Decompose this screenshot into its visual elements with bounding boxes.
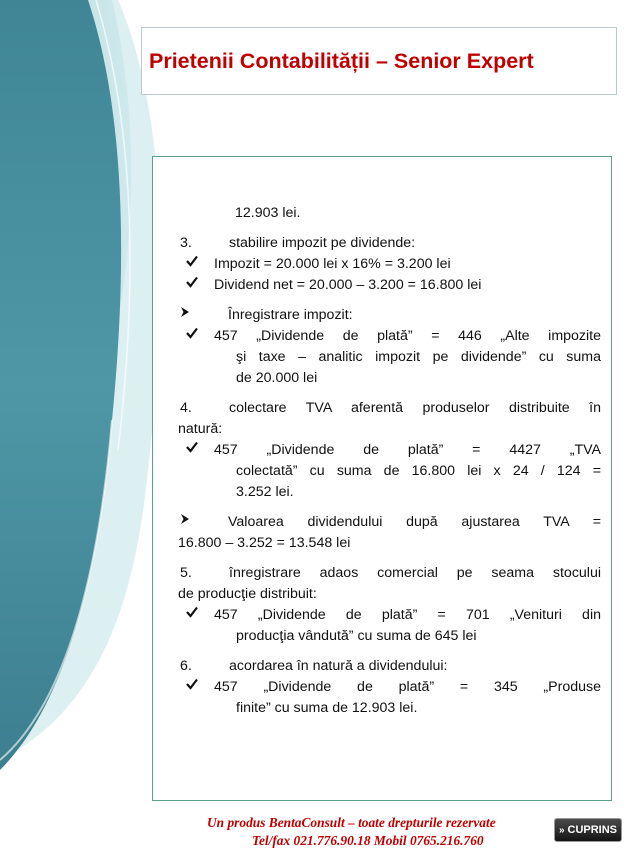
step-6: [178, 656, 601, 677]
dividend-adjustment-continuation: 16.800 – 3.252 = 13.548 lei: [178, 535, 351, 551]
title-box: [141, 27, 617, 95]
step-text: înregistrare adaos comercial pe seama stocului: [229, 565, 601, 581]
arrow-bullet-icon: [178, 512, 228, 533]
dividend-adjustment: Valoarea dividendului după ajustarea TVA =: [178, 512, 601, 533]
intro-continuation: 12.903 lei.: [235, 205, 301, 221]
list-item-continuation: şi taxe – analitic impozit pe dividende” cu suma: [236, 349, 601, 365]
step-5: [178, 563, 601, 584]
list-item: 457 „Dividende de plată” = 345 „Produse: [178, 677, 601, 698]
content-body: [178, 203, 601, 719]
step-number: 6.: [180, 658, 192, 674]
double-chevron-right-icon: »: [558, 824, 565, 836]
list-item-continuation: finite” cu suma de 12.903 lei.: [236, 700, 418, 716]
step-text: colectare TVA aferentă produselor distribuite în: [229, 400, 601, 416]
step-4: [178, 398, 601, 419]
checkmark-icon: [185, 254, 212, 275]
step-text: acordarea în natură a dividendului:: [229, 658, 448, 674]
list-item: Dividend net = 20.000 – 3.200 = 16.800 lei: [178, 275, 601, 296]
list-item-continuation: de 20.000 lei: [236, 370, 318, 386]
step-number: 3.: [180, 235, 192, 251]
list-item-continuation: producţia vândută” cu suma de 645 lei: [236, 628, 477, 644]
checkmark-icon: [185, 326, 212, 347]
list-item: 457 „Dividende de plată” = 701 „Venituri din: [178, 605, 601, 626]
checkmark-icon: [185, 605, 212, 626]
checkmark-icon: [185, 677, 212, 698]
list-item: 457 „Dividende de plată” = 446 „Alte impozite: [178, 326, 601, 347]
step-number: 4.: [180, 400, 192, 416]
page-title: Prietenii Contabilității – Senior Expert: [149, 48, 534, 73]
footer-contact: Tel/fax 021.776.90.18 Mobil 0765.216.760: [252, 833, 484, 848]
footer-copyright: Un produs BentaConsult – toate drepturile rezervate: [207, 815, 496, 830]
step-text-continuation: de producţie distribuit:: [178, 586, 317, 602]
step-3: [178, 233, 601, 254]
record-tax-heading: Înregistrare impozit:: [178, 305, 601, 326]
list-item: 457 „Dividende de plată” = 4427 „TVA: [178, 440, 601, 461]
step-text: stabilire impozit pe dividende:: [229, 235, 416, 251]
list-item: Impozit = 20.000 lei x 16% = 3.200 lei: [178, 254, 601, 275]
checkmark-icon: [185, 440, 212, 461]
list-item-continuation: 3.252 lei.: [236, 484, 294, 500]
arrow-bullet-icon: [178, 305, 228, 326]
step-number: 5.: [180, 565, 192, 581]
checkmark-icon: [185, 275, 212, 296]
cuprins-button[interactable]: [554, 818, 622, 842]
step-text-continuation: natură:: [178, 421, 223, 437]
list-item-continuation: colectată” cu suma de 16.800 lei x 24 / 124 =: [236, 463, 601, 479]
cuprins-label: CUPRINS: [567, 824, 618, 836]
